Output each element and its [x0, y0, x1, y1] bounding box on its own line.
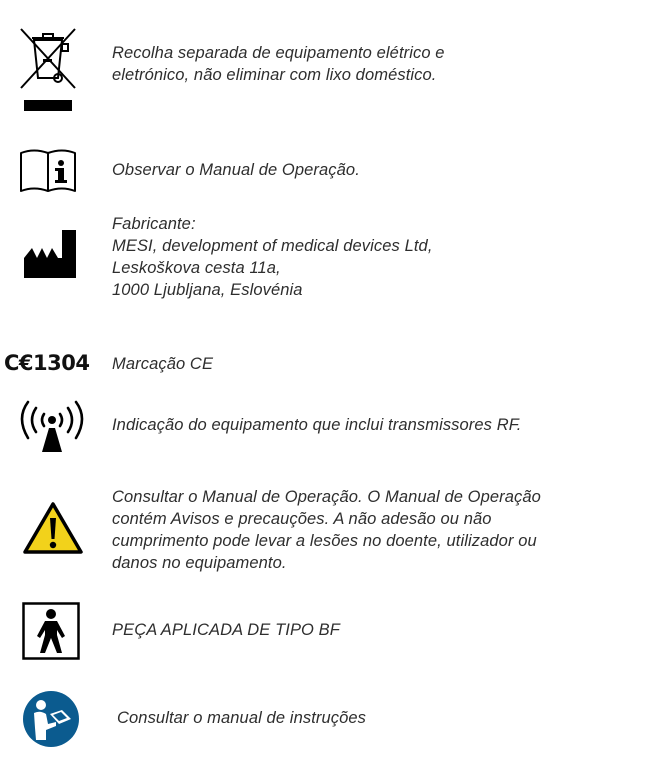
type-bf-applied-part-icon [22, 602, 80, 660]
manual-description: Observar o Manual de Operação. [112, 161, 360, 179]
warning-description: Consultar o Manual de Operação. O Manual de Operação contém Avisos e precauções. A não adesão ou não cumprimento pode levar a lesões no doente, utilizador ou danos no equipamento. [112, 488, 541, 572]
refer-to-instructions-icon [22, 690, 80, 748]
ce-description: Marcação CE [112, 355, 214, 373]
instructions-description: Consultar o manual de instruções [117, 709, 366, 727]
manufacturer-description: Fabricante: MESI, development of medical devices Ltd, Leskoškova cesta 11a, 1000 Ljubljana, Eslovénia [112, 215, 433, 299]
weee-crossed-bin-icon [18, 26, 78, 118]
manufacturer-factory-icon [24, 230, 78, 280]
non-ionizing-radiation-icon [18, 398, 88, 454]
type-bf-description: PEÇA APLICADA DE TIPO BF [112, 621, 340, 639]
weee-description: Recolha separada de equipamento elétrico e eletrónico, não eliminar com lixo doméstico. [112, 44, 445, 84]
ce-mark-icon: C€1304 [4, 351, 90, 375]
warning-triangle-icon [22, 501, 84, 556]
consult-manual-info-icon [19, 147, 79, 193]
rf-description: Indicação do equipamento que inclui transmissores RF. [112, 416, 522, 434]
